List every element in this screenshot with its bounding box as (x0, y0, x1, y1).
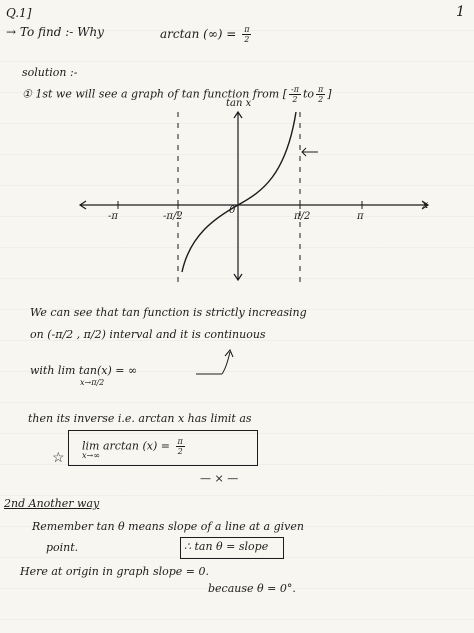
end-mark: — × — (200, 472, 239, 485)
another-way-line-2: point. (46, 541, 79, 554)
tick-label-minus-pi: -π (108, 211, 118, 222)
solution-heading: solution :- (22, 66, 78, 79)
reasoning-line-1: We can see that tan function is strictly increasing (30, 306, 307, 319)
boxed-limit: lim arctan (x) = $\frac{\pi}{2}$ (82, 437, 183, 456)
to-find-label: → To find :- Why (6, 25, 104, 39)
reasoning-line-2: on (-π/2 , π/2) interval and it is continuous (30, 328, 266, 341)
tick-label-pi: π (357, 211, 364, 222)
limit-subscript: x→π/2 (80, 378, 105, 387)
graph-x-label: x (422, 198, 429, 211)
another-way-line-4: because θ = 0°. (208, 582, 296, 595)
arctan-expression: arctan (∞) = (160, 27, 237, 41)
boxed-limit-subscript: x→∞ (82, 451, 100, 460)
tick-label-minus-half-pi: -π/2 (163, 211, 183, 222)
reasoning-line-4: then its inverse i.e. arctan x has limit as (28, 412, 252, 425)
tick-label-half-pi: π/2 (294, 211, 311, 222)
graph-y-label: tan x (226, 98, 252, 109)
another-way-heading: 2nd Another way (4, 497, 100, 510)
step-one-label: ① 1st we will see a graph of tan function from (22, 87, 280, 101)
graph-origin-label: 0 (229, 205, 236, 216)
reasoning-line-3: with lim tan(x) = ∞ (30, 364, 138, 377)
star-icon: ☆ (52, 450, 65, 466)
step-one-text: ① 1st we will see a graph of tan function from [ $\frac{-\pi}{2}$ to $\frac{\pi}{2}$ ] (22, 85, 332, 104)
another-way-line-3: Here at origin in graph slope = 0. (20, 565, 210, 578)
question-number: Q.1] (6, 6, 32, 20)
another-way-line-1: Remember tan θ means slope of a line at a given (32, 520, 304, 533)
page-number: 1 (456, 4, 465, 20)
interval-expression: (-π/2 , π/2) (47, 328, 106, 341)
slope-equation: ∴ tan θ = slope (184, 540, 269, 553)
pi-over-two: $\frac{\pi}{2}$ (244, 25, 250, 44)
